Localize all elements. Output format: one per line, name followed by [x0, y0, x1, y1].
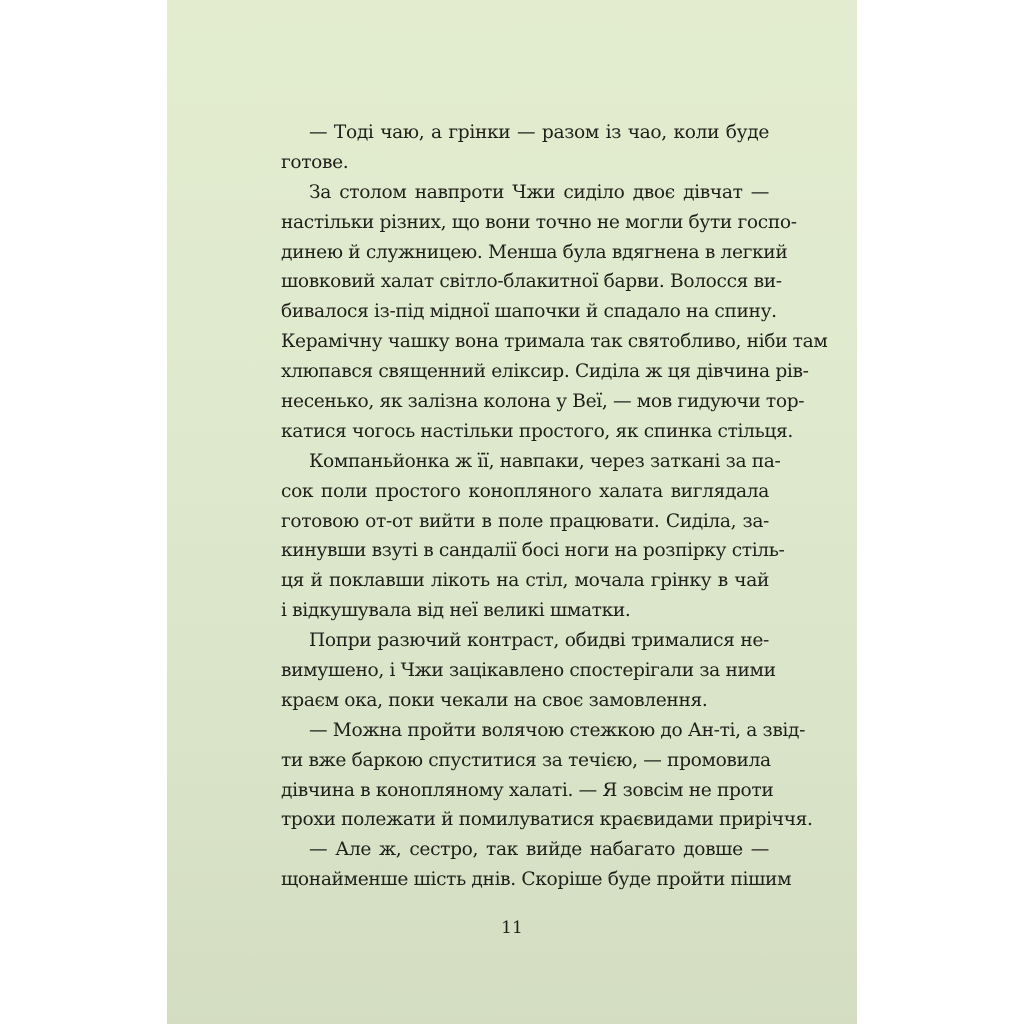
- text-line: — Але ж, сестро, так вийде набагато довше —: [309, 839, 769, 861]
- text-line: настільки різних, що вони точно не могли бути госпо-: [281, 211, 797, 233]
- page-number: 11: [501, 918, 523, 938]
- text-line: готовою от-от вийти в поле працювати. Сиділа, за-: [281, 510, 769, 532]
- text-line: Попри разючий контраст, обидві трималися не-: [309, 630, 769, 652]
- text-line: За столом навпроти Чжи сиділо двоє дівчат —: [309, 181, 769, 203]
- text-line: хлюпався священний еліксир. Сиділа ж ця дівчина рів-: [281, 361, 809, 383]
- text-line: Керамічну чашку вона тримала так святобливо, ніби там: [281, 331, 828, 353]
- text-line: ця й поклавши лікоть на стіл, мочала грінку в чай: [281, 570, 769, 592]
- text-line: кинувши взуті в сандалії босі ноги на розпірку стіль-: [281, 540, 785, 562]
- page-body-text: [281, 118, 828, 895]
- text-line: катися чогось настільки простого, як спинка стільця.: [281, 420, 793, 442]
- text-line: сок поли простого конопляного халата виглядала: [281, 480, 769, 502]
- book-page: [167, 0, 857, 1024]
- text-line: готове.: [281, 151, 349, 173]
- text-line: несенько, як залізна колона у Веї, — мов гидуючи тор-: [281, 391, 805, 413]
- text-line: — Можна пройти волячою стежкою до Ан-ті, а звід-: [309, 719, 806, 741]
- text-line: щонайменше шість днів. Скоріше буде пройти пішим: [281, 869, 792, 891]
- text-line: дівчина в конопляному халаті. — Я зовсім не проти: [281, 779, 774, 801]
- text-line: вимушено, і Чжи зацікавлено спостерігали за ними: [281, 660, 776, 682]
- text-line: трохи полежати й помилуватися краєвидами приріччя.: [281, 809, 813, 831]
- text-line: шовковий халат світло-блакитної барви. Волосся ви-: [281, 271, 782, 293]
- text-line: краєм ока, поки чекали на своє замовлення.: [281, 689, 708, 711]
- text-line: динею й служницею. Менша була вдягнена в легкий: [281, 241, 788, 263]
- text-line: Компаньйонка ж її, навпаки, через заткані за па-: [309, 450, 781, 472]
- text-line: і відкушувала від неї великі шматки.: [281, 600, 631, 622]
- text-line: бивалося із-під мідної шапочки й спадало на спину.: [281, 301, 777, 323]
- text-line: ти вже баркою спуститися за течією, — промовила: [281, 749, 771, 771]
- text-line: — Тоді чаю, а грінки — разом із чао, коли буде: [309, 122, 769, 143]
